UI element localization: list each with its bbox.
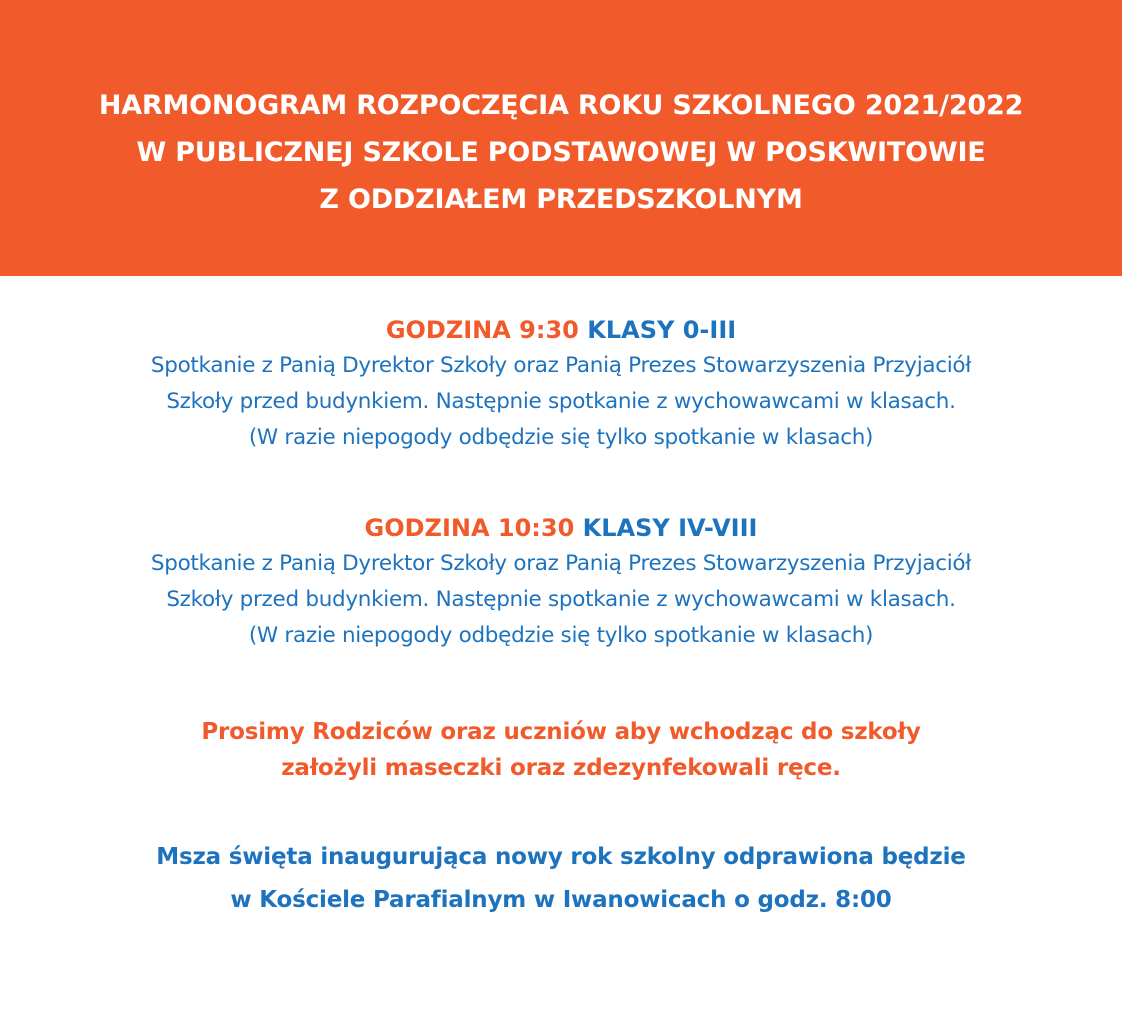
schedule-2-line-3: (W razie niepogody odbędzie się tylko spotkanie w klasach) xyxy=(248,623,874,648)
notice-line-1: Prosimy Rodziców oraz uczniów aby wchodząc do szkoły xyxy=(201,719,921,745)
header-banner xyxy=(0,0,1122,276)
schedule-classes-2: KLASY IV-VIII xyxy=(582,514,758,542)
page-title xyxy=(0,82,1122,223)
schedule-time-1: GODZINA 9:30 xyxy=(385,316,579,344)
schedule-1-line-2: Szkoły przed budynkiem. Następnie spotkanie z wychowawcami w klasach. xyxy=(166,389,956,414)
schedule-description-2 xyxy=(0,546,1122,654)
mass-line-1: Msza święta inaugurująca nowy rok szkolny odprawiona będzie xyxy=(156,844,966,870)
schedule-block-1 xyxy=(0,312,1122,456)
schedule-heading-2 xyxy=(0,510,1122,546)
mass-line-2: w Kościele Parafialnym w Iwanowicach o godz. 8:00 xyxy=(230,887,892,913)
schedule-2-line-2: Szkoły przed budynkiem. Następnie spotkanie z wychowawcami w klasach. xyxy=(166,587,956,612)
schedule-classes-1: KLASY 0-III xyxy=(587,316,737,344)
title-line-2: W PUBLICZNEJ SZKOLE PODSTAWOWEJ W POSKWITOWIE xyxy=(136,137,986,168)
notice-line-2: założyli maseczki oraz zdezynfekowali ręce. xyxy=(281,755,841,781)
schedule-1-line-1: Spotkanie z Panią Dyrektor Szkoły oraz Panią Prezes Stowarzyszenia Przyjaciół xyxy=(150,353,972,378)
hygiene-notice xyxy=(0,714,1122,786)
schedule-block-2 xyxy=(0,510,1122,654)
schedule-time-2: GODZINA 10:30 xyxy=(364,514,575,542)
schedule-heading-1 xyxy=(0,312,1122,348)
schedule-description-1 xyxy=(0,348,1122,456)
schedule-2-line-1: Spotkanie z Panią Dyrektor Szkoły oraz Panią Prezes Stowarzyszenia Przyjaciół xyxy=(150,551,972,576)
mass-info xyxy=(0,836,1122,922)
title-line-3: Z ODDZIAŁEM PRZEDSZKOLNYM xyxy=(319,184,803,215)
title-line-1: HARMONOGRAM ROZPOCZĘCIA ROKU SZKOLNEGO 2021/2022 xyxy=(98,90,1024,121)
schedule-1-line-3: (W razie niepogody odbędzie się tylko spotkanie w klasach) xyxy=(248,425,874,450)
